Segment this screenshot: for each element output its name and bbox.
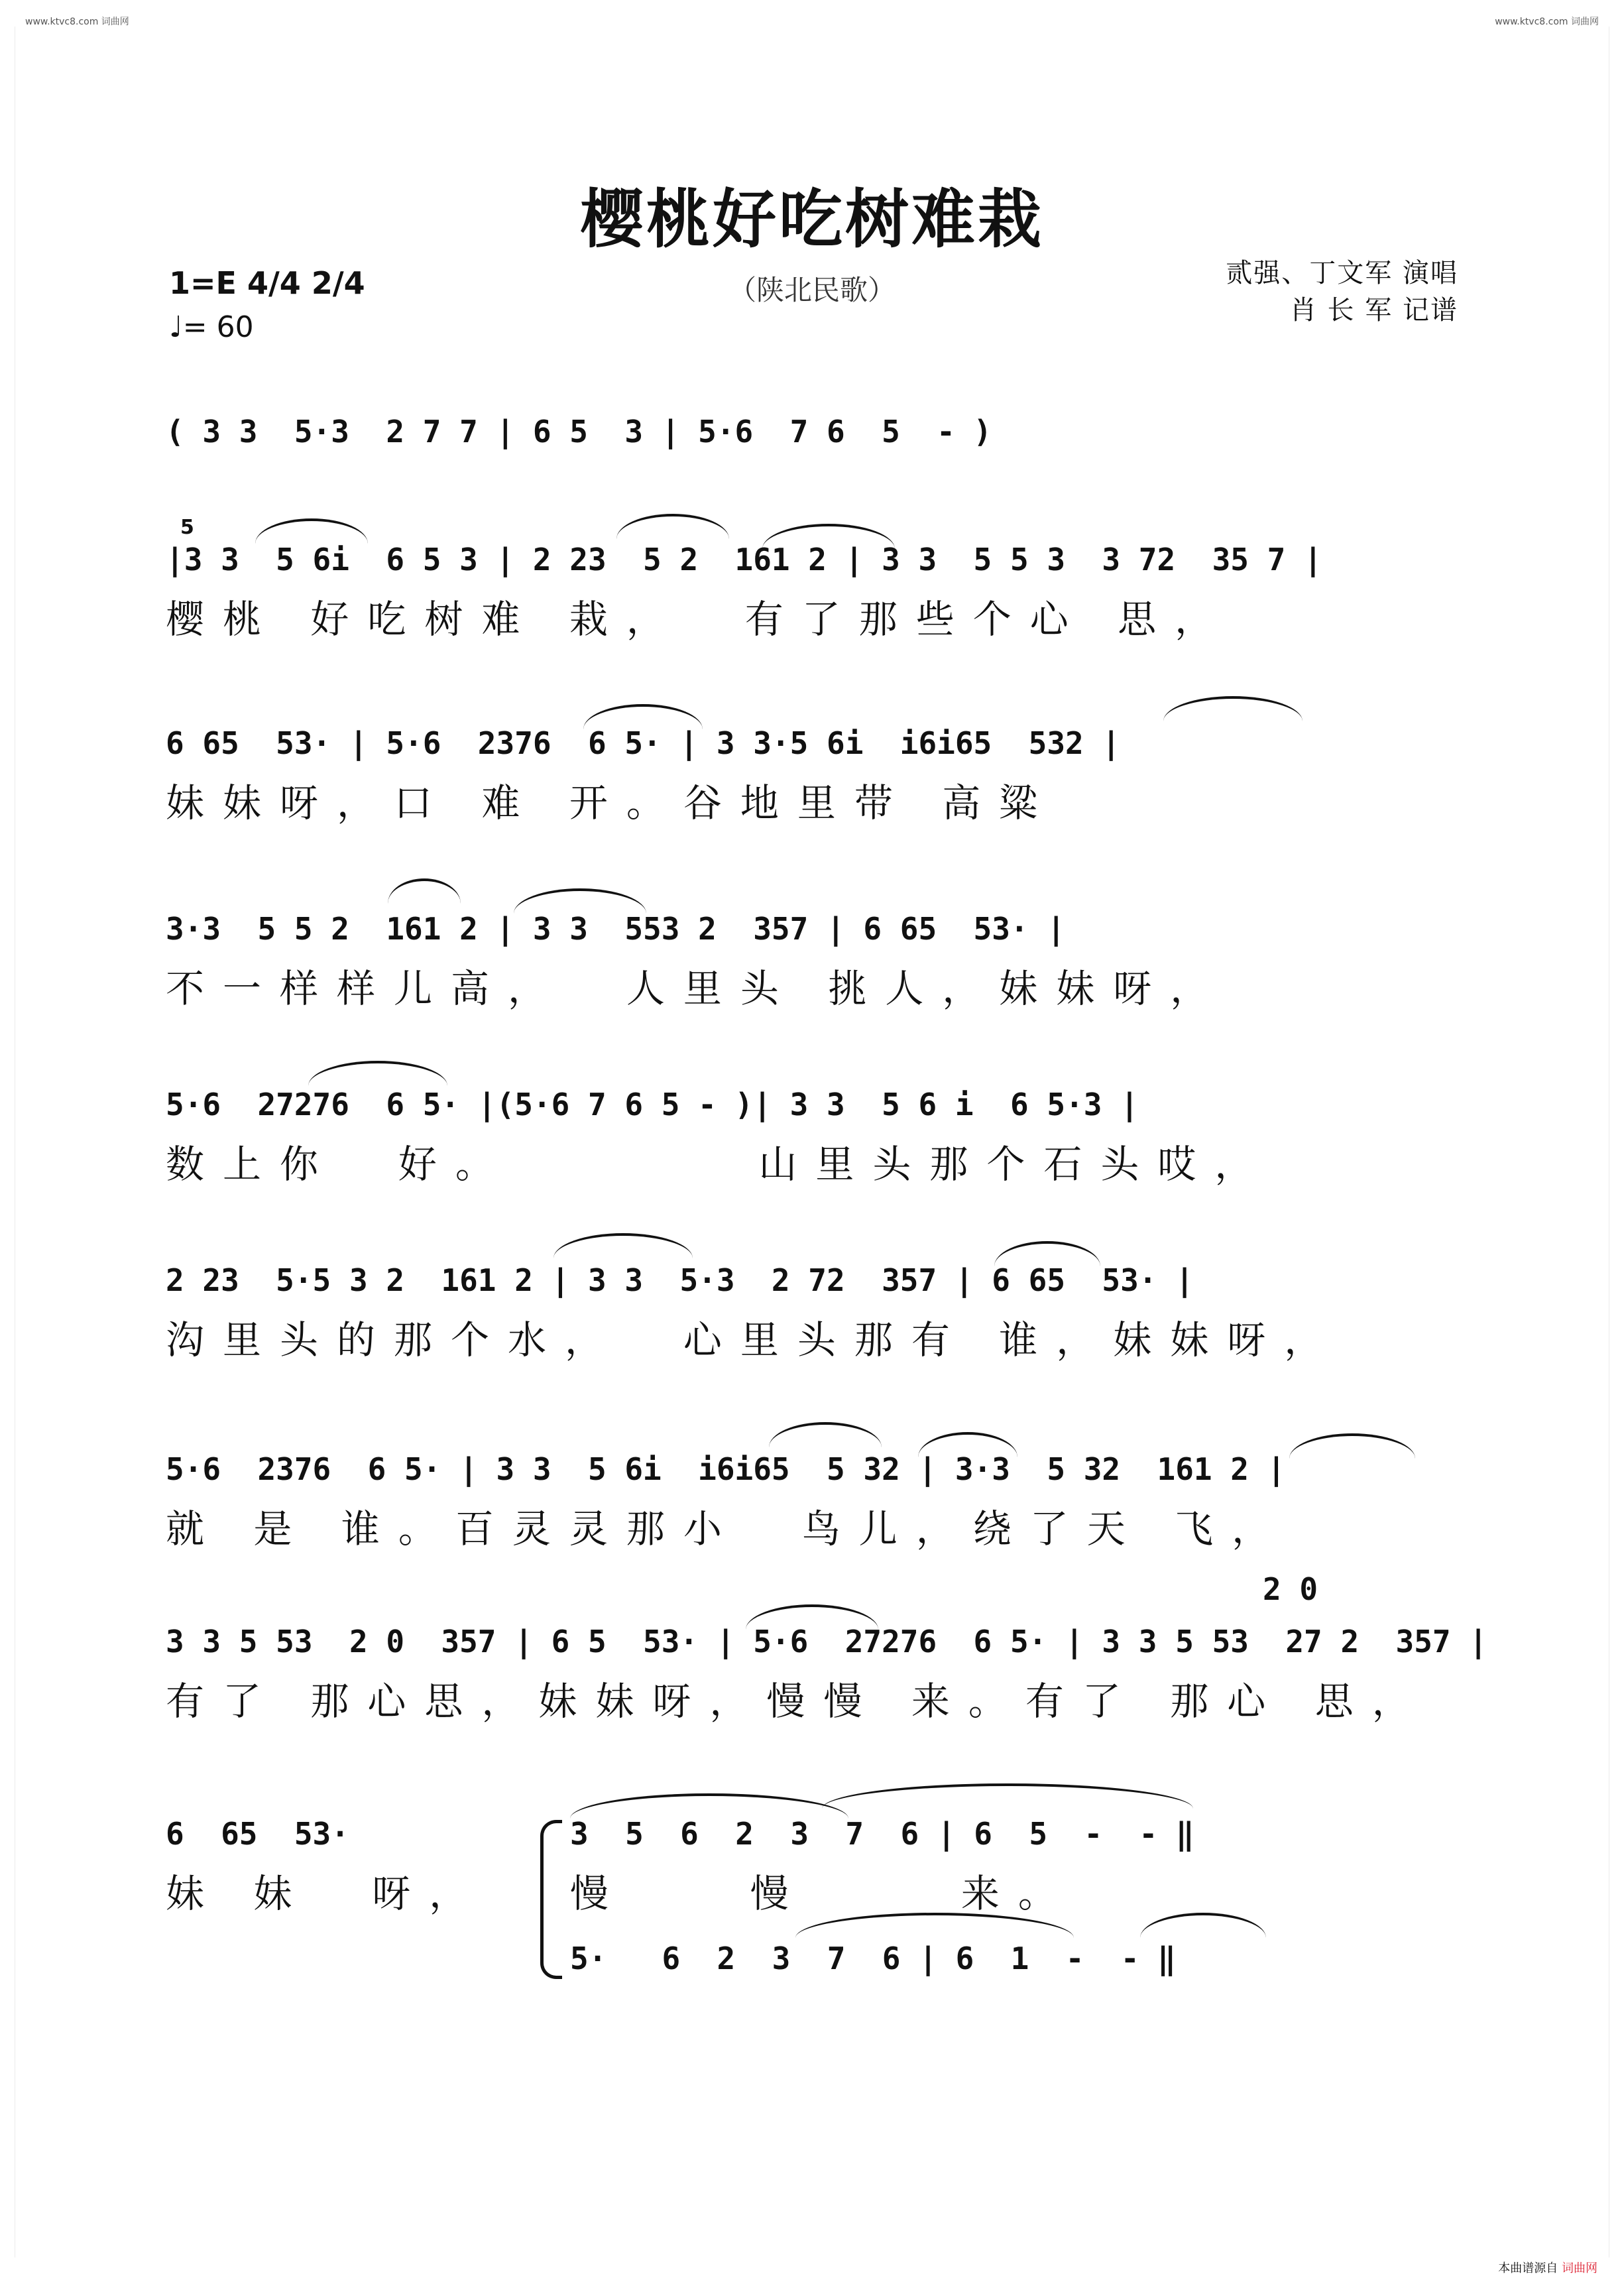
left-margin-strip [3,27,15,2257]
song-title: 樱桃好吃树难栽 [580,182,1044,257]
lyric-line: 妹 妹 呀， [166,1871,487,1916]
score-system-5 [166,1081,1458,1191]
lyric-line: 就 是 谁。百灵灵那小 鸟儿，绕了天 飞， [166,1506,1289,1551]
notation-line: 3·3 5 5 2 161 2 | 3 3 553 2 357 | 6 65 53· | [166,911,1066,947]
score-system-3 [166,719,1458,829]
key-signature: 1=E 4/4 2/4 [169,265,365,301]
notation-line: 3 3 5 53 2 0 357 | 6 5 53· | 5·6 27276 6 5· | 3 3 5 53 27 2 357 | [166,1624,1487,1659]
ending-upper-part [570,1810,1458,1920]
score-system-4 [166,905,1458,1015]
lower-notation-line: 5· 6 2 3 7 6 | 6 1 - - ‖ [570,1941,1176,1976]
upper-notation-line: 3 5 6 2 3 7 6 | 6 5 - - ‖ [570,1816,1194,1852]
lyric-line: 樱桃 好吃树难 栽， 有了那些个心 思， [166,597,1232,642]
footer-credit [1498,2259,1597,2276]
lyric-line: 沟里头的那个水， 心里头那有 谁，妹妹呀， [166,1317,1342,1362]
lyric-line: 不一样样儿高， 人里头 挑人，妹妹呀， [166,966,1228,1011]
footer-source-label: 本曲谱源自 [1498,2261,1558,2275]
upper-lyric-line: 慢 慢 来。 [570,1871,1075,1916]
watermark-right: www.ktvc8.com 词曲网 [1495,17,1599,27]
song-subtitle: （陕北民歌） [728,274,896,306]
lyric-line: 有了 那心思，妹妹呀，慢慢 来。有了 那心 思， [166,1679,1429,1724]
transcriber-credit: 肖 长 军 记谱 [1289,295,1458,326]
part-bracket [540,1820,562,1979]
score-system-7 [166,1445,1458,1555]
notation-line: 6 65 53· [166,1816,349,1852]
notation-line: |3 3 5 6i 6 5 3 | 2 23 5 2 161 2 | 3 3 5 5 3 3 72 35 7 | [166,542,1322,577]
slur-mark [388,878,461,904]
footer-site-link[interactable]: 词曲网 [1562,2261,1597,2275]
score-system-2 [166,536,1458,646]
notation-line: 2 23 5·5 3 2 161 2 | 3 3 5·3 2 72 357 | 6 65 53· | [166,1262,1194,1298]
score-system-1 [166,408,1458,455]
slur-mark [822,1783,1193,1809]
slur-mark [769,1422,882,1447]
volta-number: 2 0 [1263,1571,1318,1607]
tempo-marking: ♩= 60 [169,310,254,344]
watermark-left: www.ktvc8.com 词曲网 [25,17,129,27]
score-system-8 [166,1618,1487,1728]
slur-mark [1163,696,1303,721]
notation-line: ( 3 3 5·3 2 7 7 | 6 5 3 | 5·6 7 6 5 - ) [166,414,992,450]
lyric-line: 数上你 好。 山里头那个石头哎， [166,1142,1272,1187]
score-system-9 [166,1810,537,1920]
performers-credit: 贰强、丁文军 演唱 [1226,258,1458,288]
notation-line: 5·6 2376 6 5· | 3 3 5 6i i6i65 5 32 | 3·3 5 32 161 2 | [166,1451,1286,1487]
slur-mark [553,1233,693,1258]
right-margin-strip [1609,27,1621,2257]
ending-lower-part [570,1935,1458,1982]
notation-line: 6 65 53· | 5·6 2376 6 5· | 3 3·5 6i i6i65 532 | [166,725,1121,761]
notation-line: 5·6 27276 6 5· |(5·6 7 6 5 - )| 3 3 5 6 i 6 5·3 | [166,1087,1139,1122]
score-system-6 [166,1256,1458,1366]
grace-note: 5 [180,516,194,539]
lyric-line: 妹妹呀，口 难 开。谷地里带 高粱 [166,780,1057,825]
